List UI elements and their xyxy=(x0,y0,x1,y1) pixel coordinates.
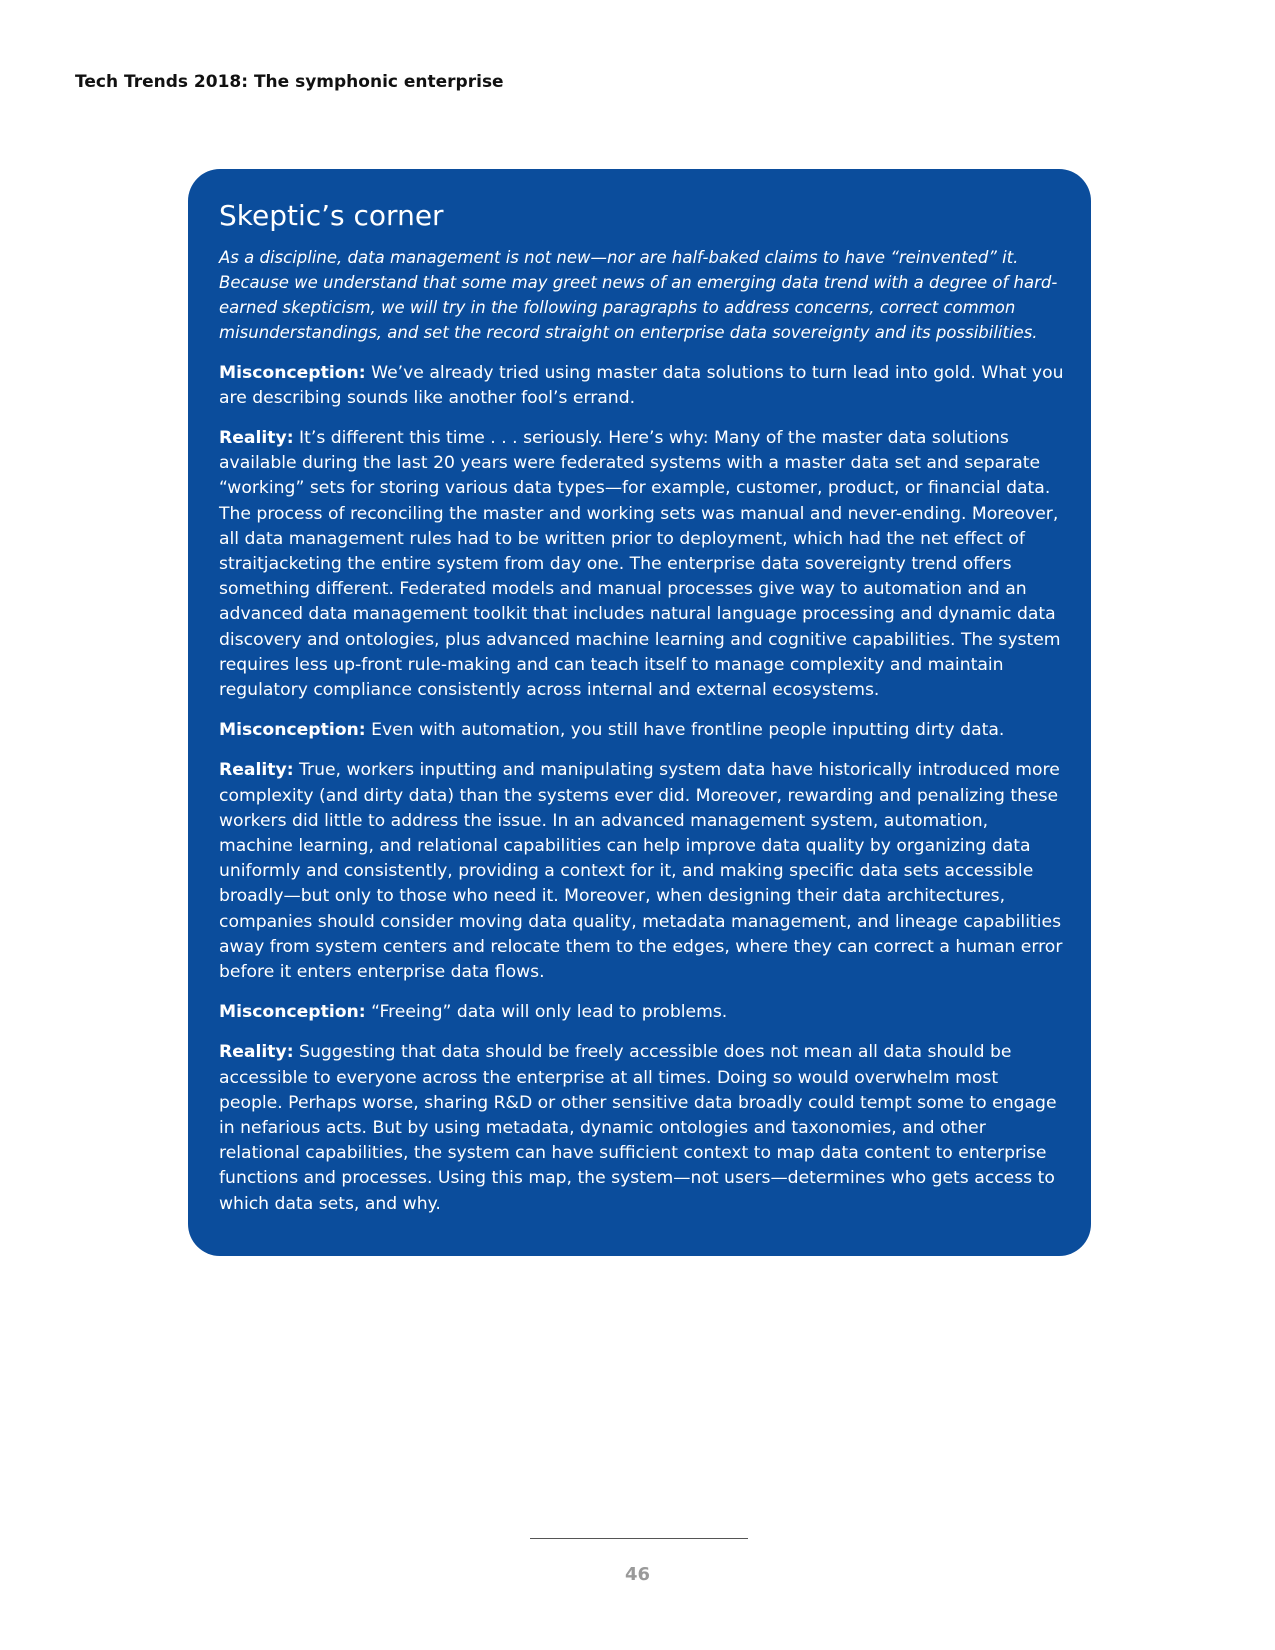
intro-paragraph: As a discipline, data management is not new—nor are half-baked claims to have “reinvented” it. Because we understand that some may greet news of an emerging data trend with a degree of hard-earned skepticism, we will try in the following paragraphs to address concerns, correct common misunderstandings, and set the record straight on enterprise data sovereignty and its possibilities. xyxy=(219,247,1058,342)
box-title: Skeptic’s corner xyxy=(219,199,444,232)
reality-text: It’s different this time . . . seriously. Here’s why: Many of the master data solutions available during the last 20 years were federated systems with a master data set and separate “working” sets for storing various data types—for example, customer, product, or financial data. The process of reconciling the master and working sets was manual and never-ending. Moreover, all data management rules had to be written prior to deployment, which had the net effect of straitjacketing the entire system from day one. The enterprise data sovereignty trend offers something different. Federated models and manual processes give way to automation and an advanced data management toolkit that includes natural language processing and dynamic data discovery and ontologies, plus advanced machine learning and cognitive capabilities. The system requires less up-front rule-making and can teach itself to manage complexity and maintain regulatory compliance consistently across internal and external ecosystems. xyxy=(219,428,1061,701)
reality-text: True, workers inputting and manipulating system data have historically introduced more complexity (and dirty data) than the systems ever did. Moreover, rewarding and penalizing these workers did little to address the issue. In an advanced management system, automation, machine learning, and relational capabilities can help improve data quality by organizing data uniformly and consistently, providing a context for it, and making specific data sets accessible broadly—but only to those who need it. Moreover, when designing their data architectures, companies should consider moving data quality, metadata management, and lineage capabilities away from system centers and relocate them to the edges, where they can correct a human error before it enters enterprise data flows. xyxy=(219,760,1063,983)
page-number: 46 xyxy=(624,1564,651,1585)
footer-divider xyxy=(530,1538,748,1539)
reality-label: Reality: xyxy=(219,1042,294,1063)
misconception-label: Misconception: xyxy=(219,1002,366,1023)
misconception-paragraph xyxy=(219,718,1067,743)
misconception-label: Misconception: xyxy=(219,720,366,741)
reality-paragraph xyxy=(219,1040,1067,1216)
reality-text: Suggesting that data should be freely accessible does not mean all data should be accessible to everyone across the enterprise at all times. Doing so would overwhelm most people. Perhaps worse, sharing R&D or other sensitive data broadly could tempt some to engage in nefarious acts. But by using metadata, dynamic ontologies and taxonomies, and other relational capabilities, the system can have sufficient context to map data content to enterprise functions and processes. Using this map, the system—not users—determines who gets access to which data sets, and why. xyxy=(219,1042,1057,1214)
reality-paragraph xyxy=(219,426,1067,703)
skeptics-corner-box xyxy=(188,169,1091,1256)
misconception-text: “Freeing” data will only lead to problems. xyxy=(365,1002,728,1023)
running-header: Tech Trends 2018: The symphonic enterprise xyxy=(75,72,504,92)
misconception-label: Misconception: xyxy=(219,362,366,383)
misconception-text: We’ve already tried using master data solutions to turn lead into gold. What you are describing sounds like another fool’s errand. xyxy=(219,362,1064,408)
misconception-text: Even with automation, you still have frontline people inputting dirty data. xyxy=(365,720,1005,741)
misconception-paragraph xyxy=(219,361,1067,411)
misconception-paragraph xyxy=(219,1000,1067,1025)
reality-label: Reality: xyxy=(219,760,294,781)
reality-paragraph xyxy=(219,758,1067,985)
reality-label: Reality: xyxy=(219,428,294,448)
